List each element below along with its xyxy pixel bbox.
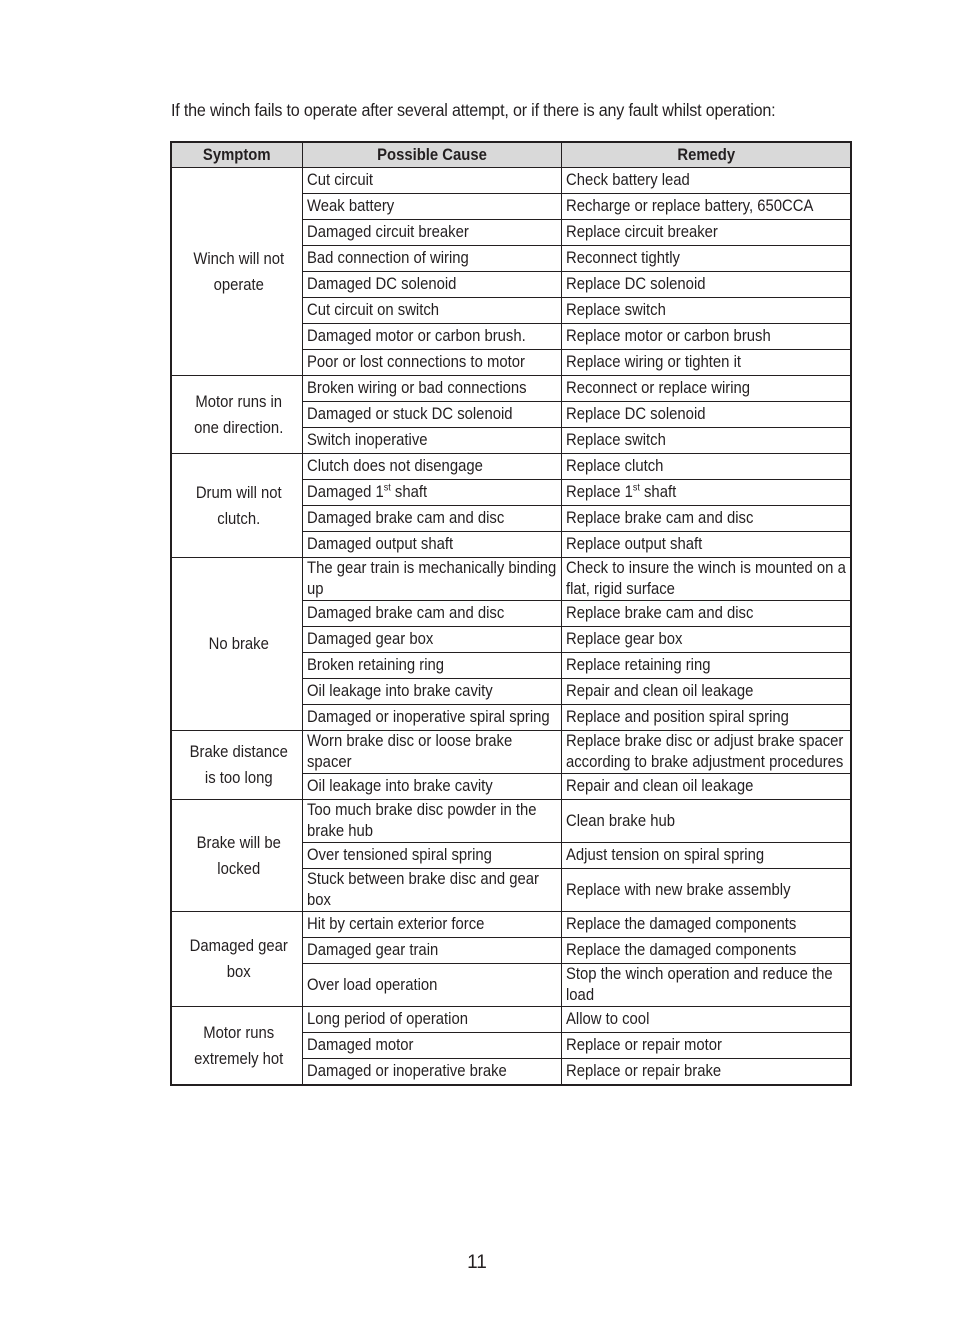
remedy-cell: Check to insure the winch is mounted on a flat, rigid surface [561, 558, 851, 601]
remedy-cell: Replace with new brake assembly [561, 869, 851, 912]
remedy-cell: Replace DC solenoid [561, 272, 851, 298]
remedy-cell: Replace or repair brake [561, 1059, 851, 1086]
symptom-cell: Winch will not operate [171, 168, 302, 376]
possible-cause-cell: Over load operation [302, 964, 561, 1007]
possible-cause-cell: Weak battery [302, 194, 561, 220]
possible-cause-cell: Clutch does not disengage [302, 454, 561, 480]
possible-cause-cell: Damaged 1st shaft [302, 480, 561, 506]
symptom-cell: No brake [171, 558, 302, 731]
remedy-cell: Recharge or replace battery, 650CCA [561, 194, 851, 220]
symptom-cell: Damaged gear box [171, 912, 302, 1007]
table-row [171, 454, 851, 480]
possible-cause-cell: Oil leakage into brake cavity [302, 774, 561, 800]
remedy-cell: Replace the damaged components [561, 938, 851, 964]
remedy-cell: Replace 1st shaft [561, 480, 851, 506]
header-possible-cause: Possible Cause [302, 142, 561, 168]
symptom-cell: Motor runs in one direction. [171, 376, 302, 454]
intro-text: If the winch fails to operate after several attempt, or if there is any fault whilst operation: [171, 100, 776, 120]
remedy-cell: Replace the damaged components [561, 912, 851, 938]
possible-cause-cell: The gear train is mechanically binding up [302, 558, 561, 601]
remedy-cell: Replace brake cam and disc [561, 601, 851, 627]
page-number: 11 [467, 1252, 487, 1273]
remedy-cell: Reconnect or replace wiring [561, 376, 851, 402]
possible-cause-cell: Damaged brake cam and disc [302, 601, 561, 627]
possible-cause-cell: Damaged output shaft [302, 532, 561, 558]
possible-cause-cell: Worn brake disc or loose brake spacer [302, 731, 561, 774]
remedy-cell: Replace brake disc or adjust brake spacer according to brake adjustment procedures [561, 731, 851, 774]
possible-cause-cell: Broken wiring or bad connections [302, 376, 561, 402]
table-row [171, 558, 851, 601]
table-header-row [171, 142, 851, 168]
possible-cause-cell: Too much brake disc powder in the brake hub [302, 800, 561, 843]
possible-cause-cell: Damaged gear box [302, 627, 561, 653]
possible-cause-cell: Damaged circuit breaker [302, 220, 561, 246]
possible-cause-cell: Damaged gear train [302, 938, 561, 964]
possible-cause-cell: Damaged or stuck DC solenoid [302, 402, 561, 428]
remedy-cell: Check battery lead [561, 168, 851, 194]
remedy-cell: Replace or repair motor [561, 1033, 851, 1059]
possible-cause-cell: Broken retaining ring [302, 653, 561, 679]
possible-cause-cell: Hit by certain exterior force [302, 912, 561, 938]
header-symptom: Symptom [171, 142, 302, 168]
possible-cause-cell: Cut circuit on switch [302, 298, 561, 324]
possible-cause-cell: Switch inoperative [302, 428, 561, 454]
remedy-cell: Allow to cool [561, 1007, 851, 1033]
table-row [171, 1007, 851, 1033]
table-row [171, 168, 851, 194]
troubleshooting-table [170, 141, 852, 1086]
possible-cause-cell: Oil leakage into brake cavity [302, 679, 561, 705]
symptom-cell: Brake will be locked [171, 800, 302, 912]
possible-cause-cell: Cut circuit [302, 168, 561, 194]
table-row [171, 376, 851, 402]
possible-cause-cell: Damaged or inoperative brake [302, 1059, 561, 1086]
remedy-cell: Replace gear box [561, 627, 851, 653]
table-row [171, 800, 851, 843]
symptom-cell: Drum will not clutch. [171, 454, 302, 558]
remedy-cell: Replace and position spiral spring [561, 705, 851, 731]
remedy-cell: Replace wiring or tighten it [561, 350, 851, 376]
remedy-cell: Replace motor or carbon brush [561, 324, 851, 350]
remedy-cell: Replace brake cam and disc [561, 506, 851, 532]
remedy-cell: Replace switch [561, 428, 851, 454]
table-body [171, 168, 851, 1086]
remedy-cell: Repair and clean oil leakage [561, 774, 851, 800]
possible-cause-cell: Bad connection of wiring [302, 246, 561, 272]
remedy-cell: Clean brake hub [561, 800, 851, 843]
remedy-cell: Stop the winch operation and reduce the load [561, 964, 851, 1007]
symptom-cell: Brake distance is too long [171, 731, 302, 800]
possible-cause-cell: Damaged motor or carbon brush. [302, 324, 561, 350]
remedy-cell: Replace clutch [561, 454, 851, 480]
remedy-cell: Replace switch [561, 298, 851, 324]
table-row [171, 912, 851, 938]
remedy-cell: Adjust tension on spiral spring [561, 843, 851, 869]
remedy-cell: Replace DC solenoid [561, 402, 851, 428]
possible-cause-cell: Long period of operation [302, 1007, 561, 1033]
header-remedy: Remedy [561, 142, 851, 168]
possible-cause-cell: Damaged or inoperative spiral spring [302, 705, 561, 731]
table-row [171, 731, 851, 774]
possible-cause-cell: Stuck between brake disc and gear box [302, 869, 561, 912]
remedy-cell: Replace circuit breaker [561, 220, 851, 246]
symptom-cell: Motor runs extremely hot [171, 1007, 302, 1086]
remedy-cell: Replace retaining ring [561, 653, 851, 679]
possible-cause-cell: Poor or lost connections to motor [302, 350, 561, 376]
possible-cause-cell: Damaged motor [302, 1033, 561, 1059]
remedy-cell: Repair and clean oil leakage [561, 679, 851, 705]
remedy-cell: Replace output shaft [561, 532, 851, 558]
remedy-cell: Reconnect tightly [561, 246, 851, 272]
possible-cause-cell: Damaged DC solenoid [302, 272, 561, 298]
possible-cause-cell: Over tensioned spiral spring [302, 843, 561, 869]
possible-cause-cell: Damaged brake cam and disc [302, 506, 561, 532]
